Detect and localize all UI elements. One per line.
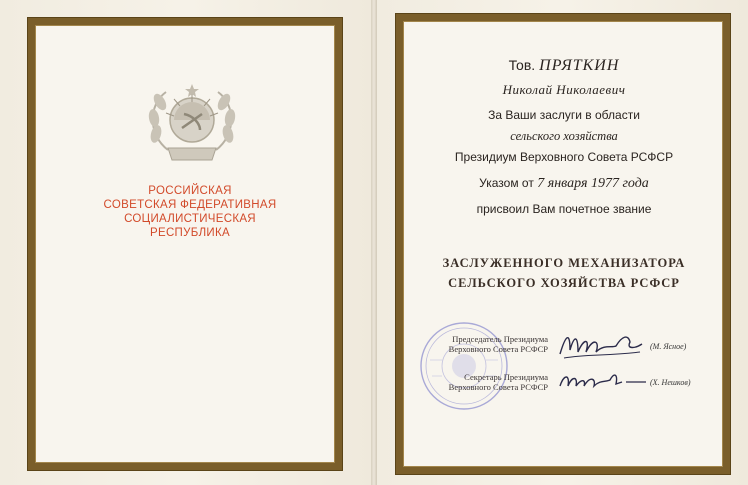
chairman-name: (М. Ясное) xyxy=(650,342,687,351)
republic-line: СОЦИАЛИСТИЧЕСКАЯ xyxy=(124,213,256,225)
merit-field: сельского хозяйства xyxy=(510,129,618,143)
honorary-title-line-1: ЗАСЛУЖЕННОГО МЕХАНИЗАТОРА xyxy=(442,256,686,270)
secretary-role xyxy=(420,372,548,392)
secretary-role-line: Верховного Совета РСФСР xyxy=(448,382,548,392)
recipient-surname: ПРЯТКИН xyxy=(539,57,620,74)
decree-prefix: Указом от xyxy=(479,176,534,190)
assigned-line: присвоил Вам почетное звание xyxy=(476,202,652,216)
decree-date: 7 января 1977 года xyxy=(537,176,649,191)
chairman-role-line: Председатель Президиума xyxy=(452,334,548,344)
recipient-first-patronymic: Николай Николаевич xyxy=(502,82,626,97)
merit-line: За Ваши заслуги в области xyxy=(488,108,640,122)
secretary-name: (Х. Нешков) xyxy=(650,378,691,387)
republic-line: СОВЕТСКАЯ ФЕДЕРАТИВНАЯ xyxy=(103,199,277,211)
chairman-role-line: Верховного Совета РСФСР xyxy=(448,344,548,354)
page-fold xyxy=(371,0,377,485)
secretary-role-line: Секретарь Президиума xyxy=(464,372,548,382)
chairman-role xyxy=(420,334,548,354)
decree-line xyxy=(400,176,728,192)
recipient-name-line xyxy=(400,57,728,75)
chairman-signature-icon xyxy=(556,324,648,364)
secretary-signature-icon xyxy=(556,366,650,396)
coat-of-arms-icon xyxy=(138,80,246,172)
salutation: Тов. xyxy=(508,57,536,73)
presidium-line: Президиум Верховного Совета РСФСР xyxy=(454,150,674,164)
republic-name xyxy=(40,184,340,240)
republic-line: РОССИЙСКАЯ xyxy=(148,185,232,197)
honorary-title-line-2: СЕЛЬСКОГО ХОЗЯЙСТВА РСФСР xyxy=(448,276,680,290)
republic-line: РЕСПУБЛИКА xyxy=(150,227,230,239)
